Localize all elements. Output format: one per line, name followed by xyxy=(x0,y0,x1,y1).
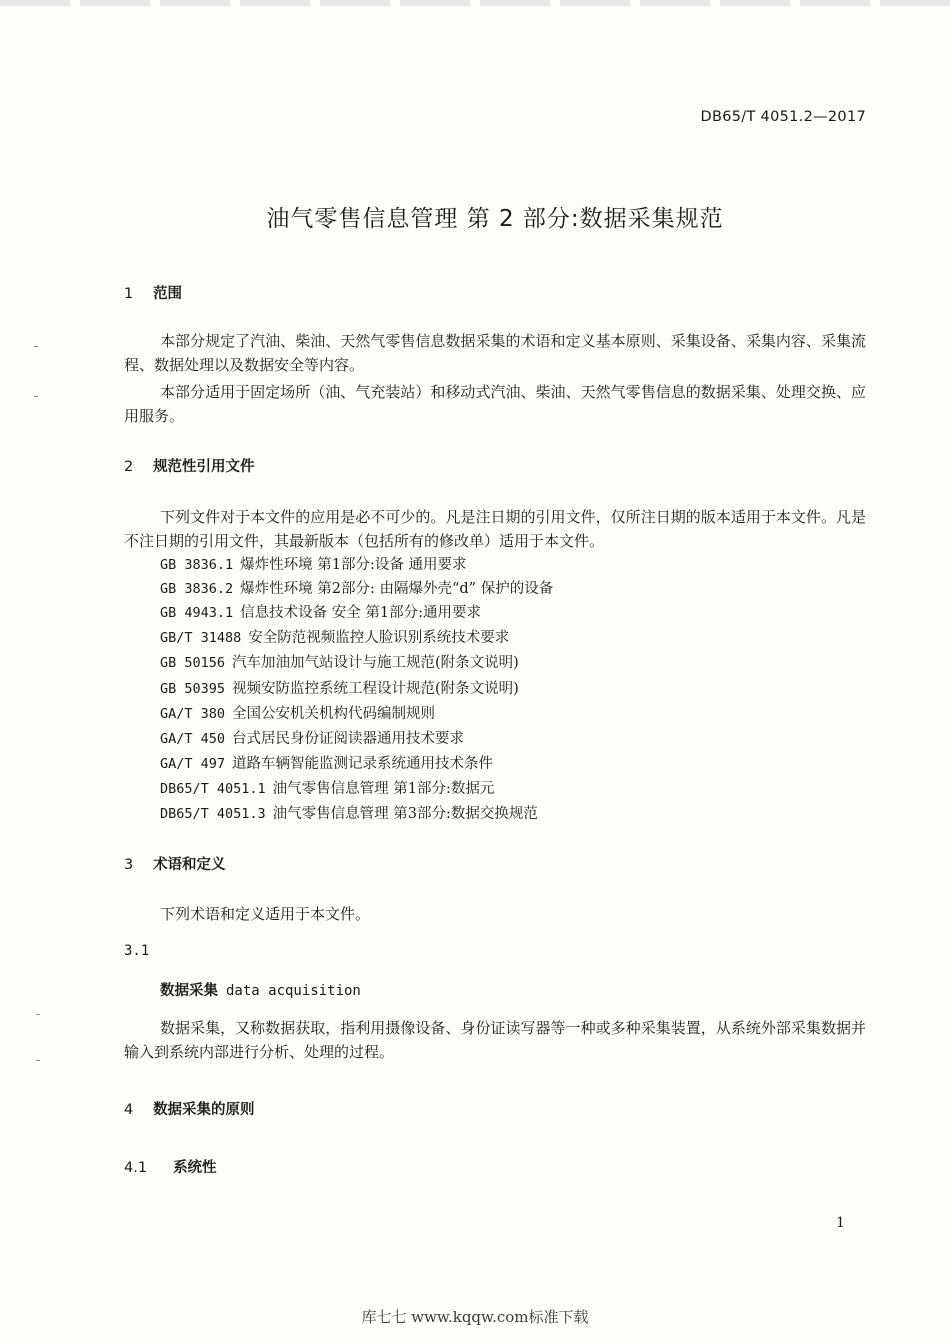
reference-code: GB 50156 xyxy=(160,655,226,671)
subsection-title: 系统性 xyxy=(173,1160,217,1176)
section-4-heading xyxy=(124,1098,255,1119)
reference-code: DB65/T 4051.1 xyxy=(160,781,266,797)
section-3-paragraph: 下列术语和定义适用于本文件。 xyxy=(160,905,371,923)
scan-speck xyxy=(36,1060,40,1061)
reference-code: GB 3836.1 xyxy=(160,557,234,573)
reference-title: 道路车辆智能监测记录系统通用技术条件 xyxy=(232,756,494,772)
reference-item xyxy=(160,752,493,776)
reference-title: 台式居民身份证阅读器通用技术要求 xyxy=(232,731,465,747)
section-1-paragraph-2: 本部分适用于固定场所（油、气充装站）和移动式汽油、柴油、天然气零售信息的数据采集、处理交换、应用服务。 xyxy=(124,383,866,425)
reference-code: GB/T 31488 xyxy=(160,630,242,646)
reference-item xyxy=(160,601,481,625)
reference-item xyxy=(160,553,466,577)
term-number: 3.1 xyxy=(124,943,150,959)
scan-speck xyxy=(34,396,38,397)
footer-watermark: 库七七 www.kqqw.com标准下载 xyxy=(361,1308,589,1326)
term-definition: 数据采集，又称数据获取，指利用摄像设备、身份证读写器等一种或多种采集装置，从系统外部采集数据并输入到系统内部进行分析、处理的过程。 xyxy=(124,1019,866,1061)
reference-code: GA/T 380 xyxy=(160,706,226,722)
section-title: 数据采集的原则 xyxy=(153,1102,255,1118)
reference-title: 爆炸性环境 第1部分:设备 通用要求 xyxy=(240,557,467,573)
reference-code: GA/T 497 xyxy=(160,756,226,772)
reference-item xyxy=(160,626,509,650)
scan-top-edge xyxy=(0,0,950,6)
section-1-heading xyxy=(124,282,182,303)
scan-speck xyxy=(36,1014,40,1015)
reference-title: 爆炸性环境 第2部分: 由隔爆外壳“d” 保护的设备 xyxy=(240,581,554,597)
reference-title: 油气零售信息管理 第3部分:数据交换规范 xyxy=(272,806,538,822)
section-title: 术语和定义 xyxy=(153,857,226,873)
reference-item xyxy=(160,702,435,726)
document-title: 油气零售信息管理 第 2 部分:数据采集规范 xyxy=(266,206,724,232)
page-number: 1 xyxy=(836,1215,845,1231)
section-3-heading xyxy=(124,853,226,874)
scan-speck xyxy=(34,346,38,347)
section-number: 4 xyxy=(124,1102,134,1118)
reference-code: DB65/T 4051.3 xyxy=(160,806,266,822)
section-title: 范围 xyxy=(153,286,183,302)
section-2-heading xyxy=(124,455,255,476)
term-name-zh: 数据采集 xyxy=(160,983,218,999)
reference-item xyxy=(160,727,464,751)
reference-code: GB 50395 xyxy=(160,681,226,697)
reference-item xyxy=(160,577,553,601)
section-number: 1 xyxy=(124,286,134,302)
section-number: 2 xyxy=(124,459,134,475)
section-2-paragraph: 下列文件对于本文件的应用是必不可少的。凡是注日期的引用文件，仅所注日期的版本适用于本文件。凡是不注日期的引用文件，其最新版本（包括所有的修改单）适用于本文件。 xyxy=(124,508,866,550)
subsection-number: 4.1 xyxy=(124,1160,148,1176)
term-name-en: data acquisition xyxy=(226,983,361,999)
term-name xyxy=(160,979,361,1000)
reference-title: 油气零售信息管理 第1部分:数据元 xyxy=(272,781,495,797)
subsection-4-1-heading xyxy=(124,1156,217,1177)
reference-title: 视频安防监控系统工程设计规范(附条文说明) xyxy=(232,681,519,697)
reference-item xyxy=(160,777,494,801)
reference-title: 全国公安机关机构代码编制规则 xyxy=(232,706,436,722)
standard-number: DB65/T 4051.2—2017 xyxy=(700,109,866,125)
section-1-paragraph-1: 本部分规定了汽油、柴油、天然气零售信息数据采集的术语和定义基本原则、采集设备、采集内容、采集流程、数据处理以及数据安全等内容。 xyxy=(124,332,866,374)
reference-title: 汽车加油加气站设计与施工规范(附条文说明) xyxy=(232,655,519,671)
section-number: 3 xyxy=(124,857,134,873)
reference-code: GB 3836.2 xyxy=(160,581,234,597)
reference-item xyxy=(160,802,538,826)
reference-code: GB 4943.1 xyxy=(160,605,234,621)
section-title: 规范性引用文件 xyxy=(153,459,255,475)
reference-item xyxy=(160,651,519,675)
reference-title: 信息技术设备 安全 第1部分:通用要求 xyxy=(240,605,481,621)
reference-item xyxy=(160,677,519,701)
reference-code: GA/T 450 xyxy=(160,731,226,747)
reference-title: 安全防范视频监控人脸识别系统技术要求 xyxy=(248,630,510,646)
